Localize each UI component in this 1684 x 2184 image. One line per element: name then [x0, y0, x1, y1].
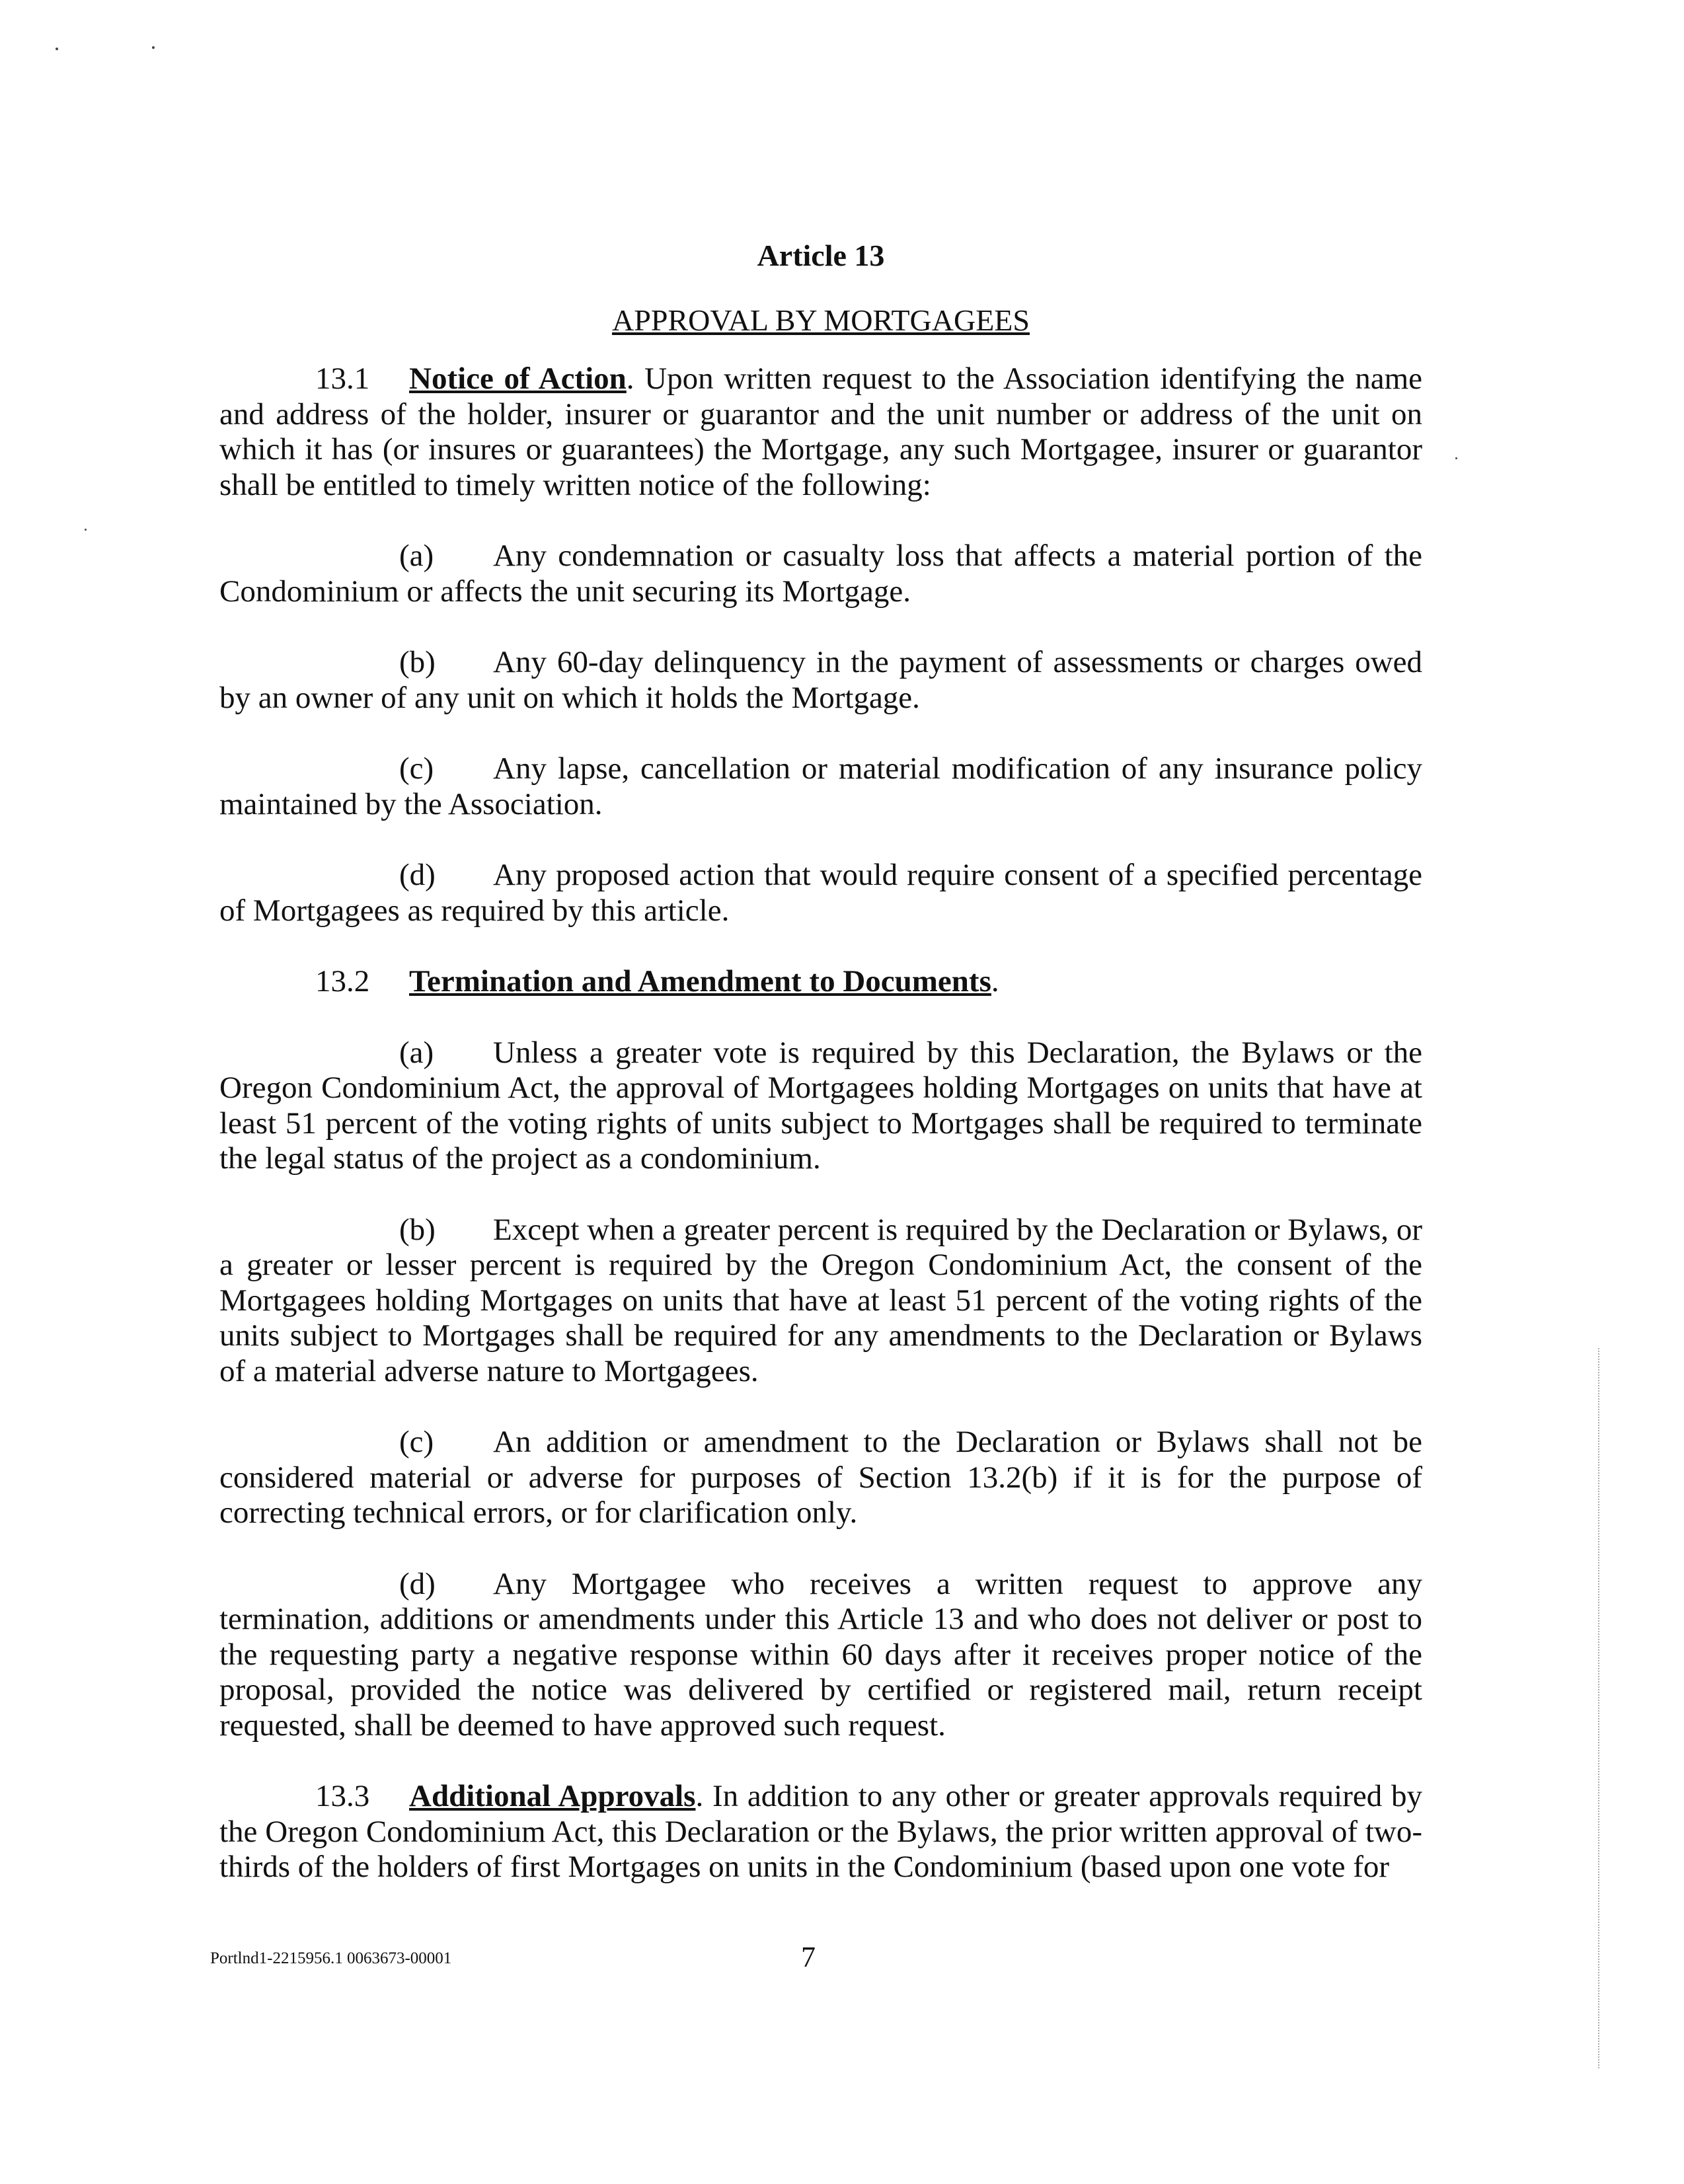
document-body [219, 238, 1422, 1921]
subsection-13-1-b [219, 645, 1422, 716]
subsection-text: An addition or amendment to the Declaration or Bylaws shall not be considered material or adverse for purposes of Section 13.2(b) if it is for the purpose of correcting technical errors, or for clarification only. [219, 1425, 1422, 1530]
section-number: 13.3 [315, 1779, 370, 1813]
subsection-13-2-b [219, 1213, 1422, 1390]
section-heading: Notice of Action [409, 361, 627, 396]
subsection-text: Any 60-day delinquency in the payment of assessments or charges owed by an owner of any unit on which it holds the Mortgage. [219, 645, 1422, 715]
section-number: 13.2 [315, 964, 370, 998]
subsection-13-1-d [219, 858, 1422, 928]
subsection-13-2-d [219, 1567, 1422, 1744]
subsection-13-1-a [219, 539, 1422, 609]
subsection-label: (c) [399, 1425, 434, 1459]
subsection-13-2-c [219, 1425, 1422, 1531]
subsection-text: Any lapse, cancellation or material modification of any insurance policy maintained by the Association. [219, 751, 1422, 821]
section-heading-tail: . [991, 964, 999, 998]
scan-speck [152, 46, 155, 49]
scan-edge-artifact [1598, 1348, 1601, 2068]
subsection-label: (a) [399, 1035, 434, 1070]
scan-speck [56, 48, 58, 50]
scan-speck [1455, 457, 1457, 459]
page-number: 7 [801, 1941, 816, 1973]
subsection-label: (b) [399, 1212, 436, 1247]
subsection-label: (a) [399, 539, 434, 573]
section-heading: Termination and Amendment to Documents [409, 964, 991, 998]
subsection-text: Except when a greater percent is required by the Declaration or Bylaws, or a greater or lesser percent is required by the Oregon Condominium Act, the consent of the Mortgagees holding Mortgages on units that have at least 51 percent of the voting rights of the units subject to Mortgages shall be required for any amendments to the Declaration or Bylaws of a material adverse nature to Mortgagees. [219, 1212, 1422, 1388]
article-number: Article 13 [757, 239, 885, 272]
section-13-3 [219, 1779, 1422, 1885]
subsection-13-1-c [219, 751, 1422, 822]
subsection-text: Any condemnation or casualty loss that affects a material portion of the Condominium or affects the unit securing its Mortgage. [219, 539, 1422, 609]
subsection-13-2-a [219, 1036, 1422, 1177]
subsection-text: Unless a greater vote is required by this Declaration, the Bylaws or the Oregon Condominium Act, the approval of Mortgagees holding Mortgages on units that have at least 51 percent of the voting rights of units subject to Mortgages shall be required to terminate the legal status of the project as a condominium. [219, 1035, 1422, 1176]
document-id: Portlnd1-2215956.1 0063673-00001 [210, 1949, 452, 1967]
scan-speck [85, 529, 87, 531]
subsection-label: (c) [399, 751, 434, 786]
article-title: APPROVAL BY MORTGAGEES [612, 303, 1030, 337]
section-13-1 [219, 361, 1422, 503]
section-text: . In addition to any other or greater approvals required by the Oregon Condominium Act, this Declaration or the Bylaws, the prior written approval of two-thirds of the holders of first Mortgages on units in the Condominium (based upon one vote for [219, 1779, 1422, 1884]
section-13-2 [315, 964, 1422, 1000]
subsection-label: (b) [399, 645, 436, 679]
section-heading: Additional Approvals [409, 1779, 696, 1813]
subsection-label: (d) [399, 1566, 436, 1601]
section-number: 13.1 [315, 361, 370, 396]
subsection-label: (d) [399, 858, 436, 892]
section-text: . Upon written request to the Association identifying the name and address of the holder, insurer or guarantor and the unit number or address of the unit on which it has (or insures or guarantees) the Mortgage, any such Mortgagee, insurer or guarantor shall be entitled to timely written notice of the following: [219, 361, 1422, 502]
subsection-text: Any Mortgagee who receives a written request to approve any termination, additions or amendments under this Article 13 and who does not deliver or post to the requesting party a negative response within 60 days after it receives proper notice of the proposal, provided the notice was delivered by certified or registered mail, return receipt requested, shall be deemed to have approved such request. [219, 1566, 1422, 1743]
subsection-text: Any proposed action that would require consent of a specified percentage of Mortgagees as required by this article. [219, 858, 1422, 928]
